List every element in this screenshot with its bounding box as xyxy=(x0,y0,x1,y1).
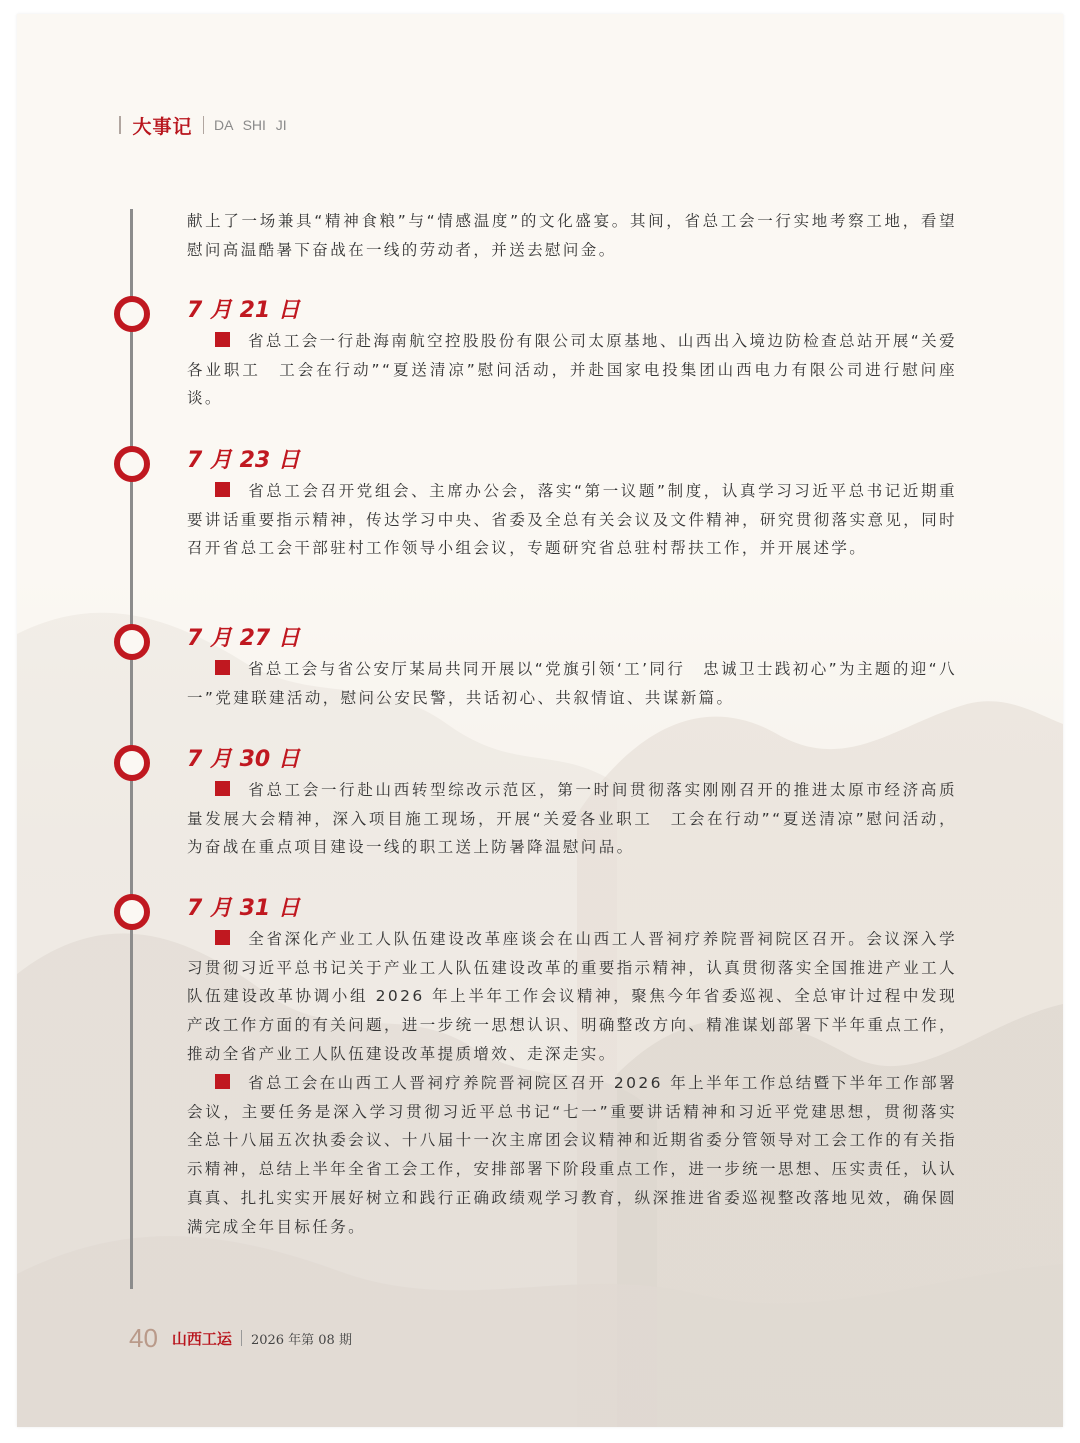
bullet-square-icon xyxy=(215,930,230,945)
section-header xyxy=(119,110,287,140)
entry-text: 全省深化产业工人队伍建设改革座谈会在山西工人晋祠疗养院晋祠院区召开。会议深入学习贯彻习近平总书记关于产业工人队伍建设改革的重要指示精神，认真贯彻落实全国推进产业工人队伍建设改革协调小组 2026 年上半年工作会议精神，聚焦今年省委巡视、全总审计过程中发现产改工作方面的有关问题，进一步统一思想认识、明确整改方向、精准谋划部署下半年重点工作，推动全省产业工人队伍建设改革提质增效、走深走实。 xyxy=(187,930,957,1063)
page-number: 40 xyxy=(129,1322,158,1353)
entry-date: 7 月 30 日 xyxy=(187,747,300,772)
bullet-square-icon xyxy=(215,660,230,675)
timeline-dot xyxy=(114,624,150,660)
entry-text: 省总工会一行赴山西转型综改示范区，第一时间贯彻落实刚刚召开的推进太原市经济高质量发展大会精神，深入项目施工现场，开展“关爱各业职工 工会在行动”“夏送清凉”慰问活动，为奋战在重点项目建设一线的职工送上防暑降温慰问品。 xyxy=(187,781,957,857)
entry-date: 7 月 21 日 xyxy=(187,298,300,323)
magazine-page xyxy=(17,14,1063,1427)
timeline-dot xyxy=(114,894,150,930)
issue-number: 2026 年第 08 期 xyxy=(250,1332,352,1348)
timeline-dot xyxy=(114,446,150,482)
timeline-dot xyxy=(114,296,150,332)
bullet-square-icon xyxy=(215,1074,230,1089)
bullet-square-icon xyxy=(215,332,230,347)
magazine-name: 山西工运 xyxy=(171,1329,232,1348)
intro-paragraph: 献上了一场兼具“精神食粮”与“情感温度”的文化盛宴。其间，省总工会一行实地考察工地，看望慰问高温酷暑下奋战在一线的劳动者，并送去慰问金。 xyxy=(187,212,957,259)
entry-date: 7 月 31 日 xyxy=(187,896,300,921)
entry-text: 省总工会与省公安厅某局共同开展以“党旗引领‘工’同行 忠诚卫士践初心”为主题的迎“八一”党建联建活动，慰问公安民警，共话初心、共叙情谊、共谋新篇。 xyxy=(187,660,957,707)
footer-divider xyxy=(241,1330,242,1346)
entry-text: 省总工会在山西工人晋祠疗养院晋祠院区召开 2026 年上半年工作总结暨下半年工作部署会议，主要任务是深入学习贯彻习近平总书记“七一”重要讲话精神和习近平党建思想，贯彻落实全总十八届五次执委会议、十八届十一次主席团会议精神和近期省委分管领导对工会工作的有关指示精神，总结上半年全省工会工作，安排部署下阶段重点工作，进一步统一思想、压实责任，认认真真、扎扎实实开展好树立和践行正确政绩观学习教育，纵深推进省委巡视整改落地见效，确保圆满完成全年目标任务。 xyxy=(187,1074,957,1236)
entry-paragraph xyxy=(187,776,957,862)
section-subtitle: DA SHI JI xyxy=(214,117,287,133)
entry-text: 省总工会一行赴海南航空控股股份有限公司太原基地、山西出入境边防检查总站开展“关爱各业职工 工会在行动”“夏送清凉”慰问活动，并赴国家电投集团山西电力有限公司进行慰问座谈。 xyxy=(187,332,957,408)
bullet-square-icon xyxy=(215,781,230,796)
entry-paragraph xyxy=(187,477,957,563)
section-title: 大事记 xyxy=(132,115,193,138)
page-footer xyxy=(129,1320,352,1356)
timeline-dot xyxy=(114,745,150,781)
header-divider xyxy=(203,116,205,134)
header-divider xyxy=(119,116,121,134)
entry-date: 7 月 27 日 xyxy=(187,626,300,651)
entry-paragraph xyxy=(187,655,957,712)
entry-paragraph xyxy=(187,925,957,1069)
entry-text: 省总工会召开党组会、主席办公会，落实“第一议题”制度，认真学习习近平总书记近期重要讲话重要指示精神，传达学习中央、省委及全总有关会议及文件精神，研究贯彻落实意见，同时召开省总工会干部驻村工作领导小组会议，专题研究省总驻村帮扶工作，并开展述学。 xyxy=(187,482,957,558)
bullet-square-icon xyxy=(215,482,230,497)
entry-date: 7 月 23 日 xyxy=(187,448,300,473)
entry-paragraph xyxy=(187,327,957,413)
entry-paragraph xyxy=(187,1069,957,1241)
